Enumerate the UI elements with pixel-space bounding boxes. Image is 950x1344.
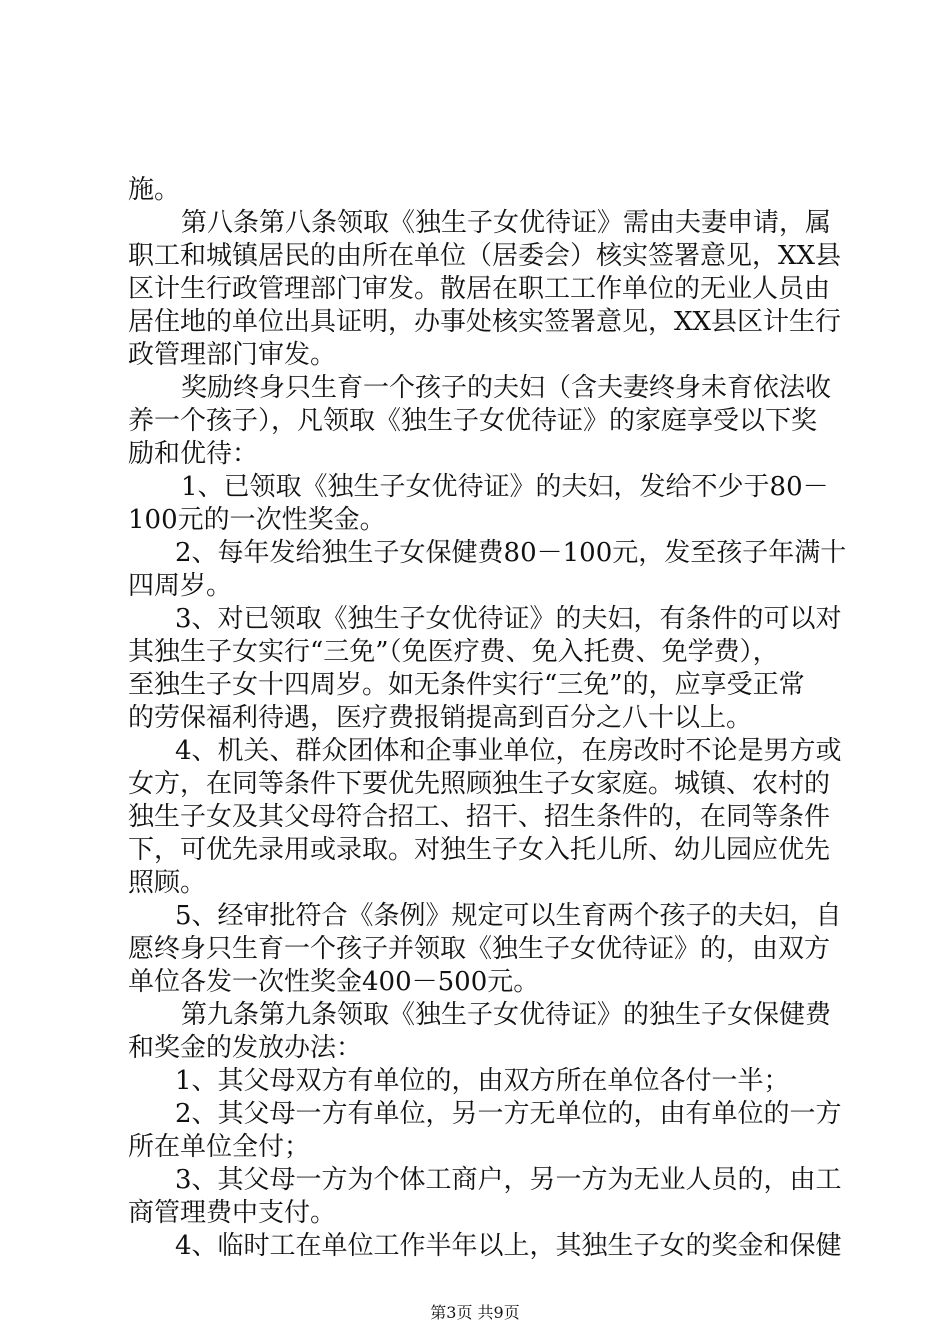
text-line: 政管理部门审发。 [128,340,337,370]
text-line: 4、临时工在单位工作半年以上，其独生子女的奖金和保健 [175,1231,842,1261]
text-line: 第九条第九条领取《独生子女优待证》的独生子女保健费 [181,1000,832,1030]
text-line: 居住地的单位出具证明，办事处核实签署意见，XX县区计生行 [128,307,842,337]
text-line: 奖励终身只生育一个孩子的夫妇（含夫妻终身未育依法收 [181,373,832,403]
text-line: 照顾。 [128,868,207,898]
text-line: 5、经审批符合《条例》规定可以生育两个孩子的夫妇，自 [175,901,842,931]
text-line: 四周岁。 [128,571,233,601]
text-line: 励和优待： [128,439,259,469]
text-line: 下，可优先录用或录取。对独生子女入托儿所、幼儿园应优先 [128,835,831,865]
text-line: 3、对已领取《独生子女优待证》的夫妇，有条件的可以对 [175,604,842,634]
text-line: 1、已领取《独生子女优待证》的夫妇，发给不少于80－ [181,472,829,502]
text-line: 区计生行政管理部门审发。散居在职工工作单位的无业人员由 [128,274,831,304]
text-line: 4、机关、群众团体和企事业单位，在房改时不论是男方或 [175,736,842,766]
text-line: 商管理费中支付。 [128,1198,337,1228]
text-line: 女方，在同等条件下要优先照顾独生子女家庭。城镇、农村的 [128,769,831,799]
text-line: 其独生子女实行“三免”（免医疗费、免入托费、免学费）， [128,637,779,667]
text-line: 独生子女及其父母符合招工、招干、招生条件的，在同等条件 [128,802,831,832]
text-line: 职工和城镇居民的由所在单位（居委会）核实签署意见，XX县 [128,241,842,271]
text-line: 单位各发一次性奖金400－500元。 [128,967,540,997]
text-line: 施。 [128,175,181,205]
text-line: 第八条第八条领取《独生子女优待证》需由夫妻申请，属 [181,208,832,238]
text-line: 3、其父母一方为个体工商户，另一方为无业人员的，由工 [175,1165,842,1195]
text-line: 100元的一次性奖金。 [128,505,386,535]
text-line: 至独生子女十四周岁。如无条件实行“三免”的，应享受正常 [128,670,805,700]
text-line: 愿终身只生育一个孩子并领取《独生子女优待证》的，由双方 [128,934,831,964]
text-line: 2、每年发给独生子女保健费80－100元，发至孩子年满十 [175,538,847,568]
text-line: 1、其父母双方有单位的，由双方所在单位各付一半； [175,1066,790,1096]
text-line: 2、其父母一方有单位，另一方无单位的，由有单位的一方 [175,1099,842,1129]
text-line: 和奖金的发放办法： [128,1033,363,1063]
text-line: 的劳保福利待遇，医疗费报销提高到百分之八十以上。 [128,703,753,733]
text-line: 所在单位全付； [128,1132,311,1162]
page-number-footer: 第3页 共9页 [430,1303,520,1322]
text-line: 养一个孩子），凡领取《独生子女优待证》的家庭享受以下奖 [128,406,818,436]
